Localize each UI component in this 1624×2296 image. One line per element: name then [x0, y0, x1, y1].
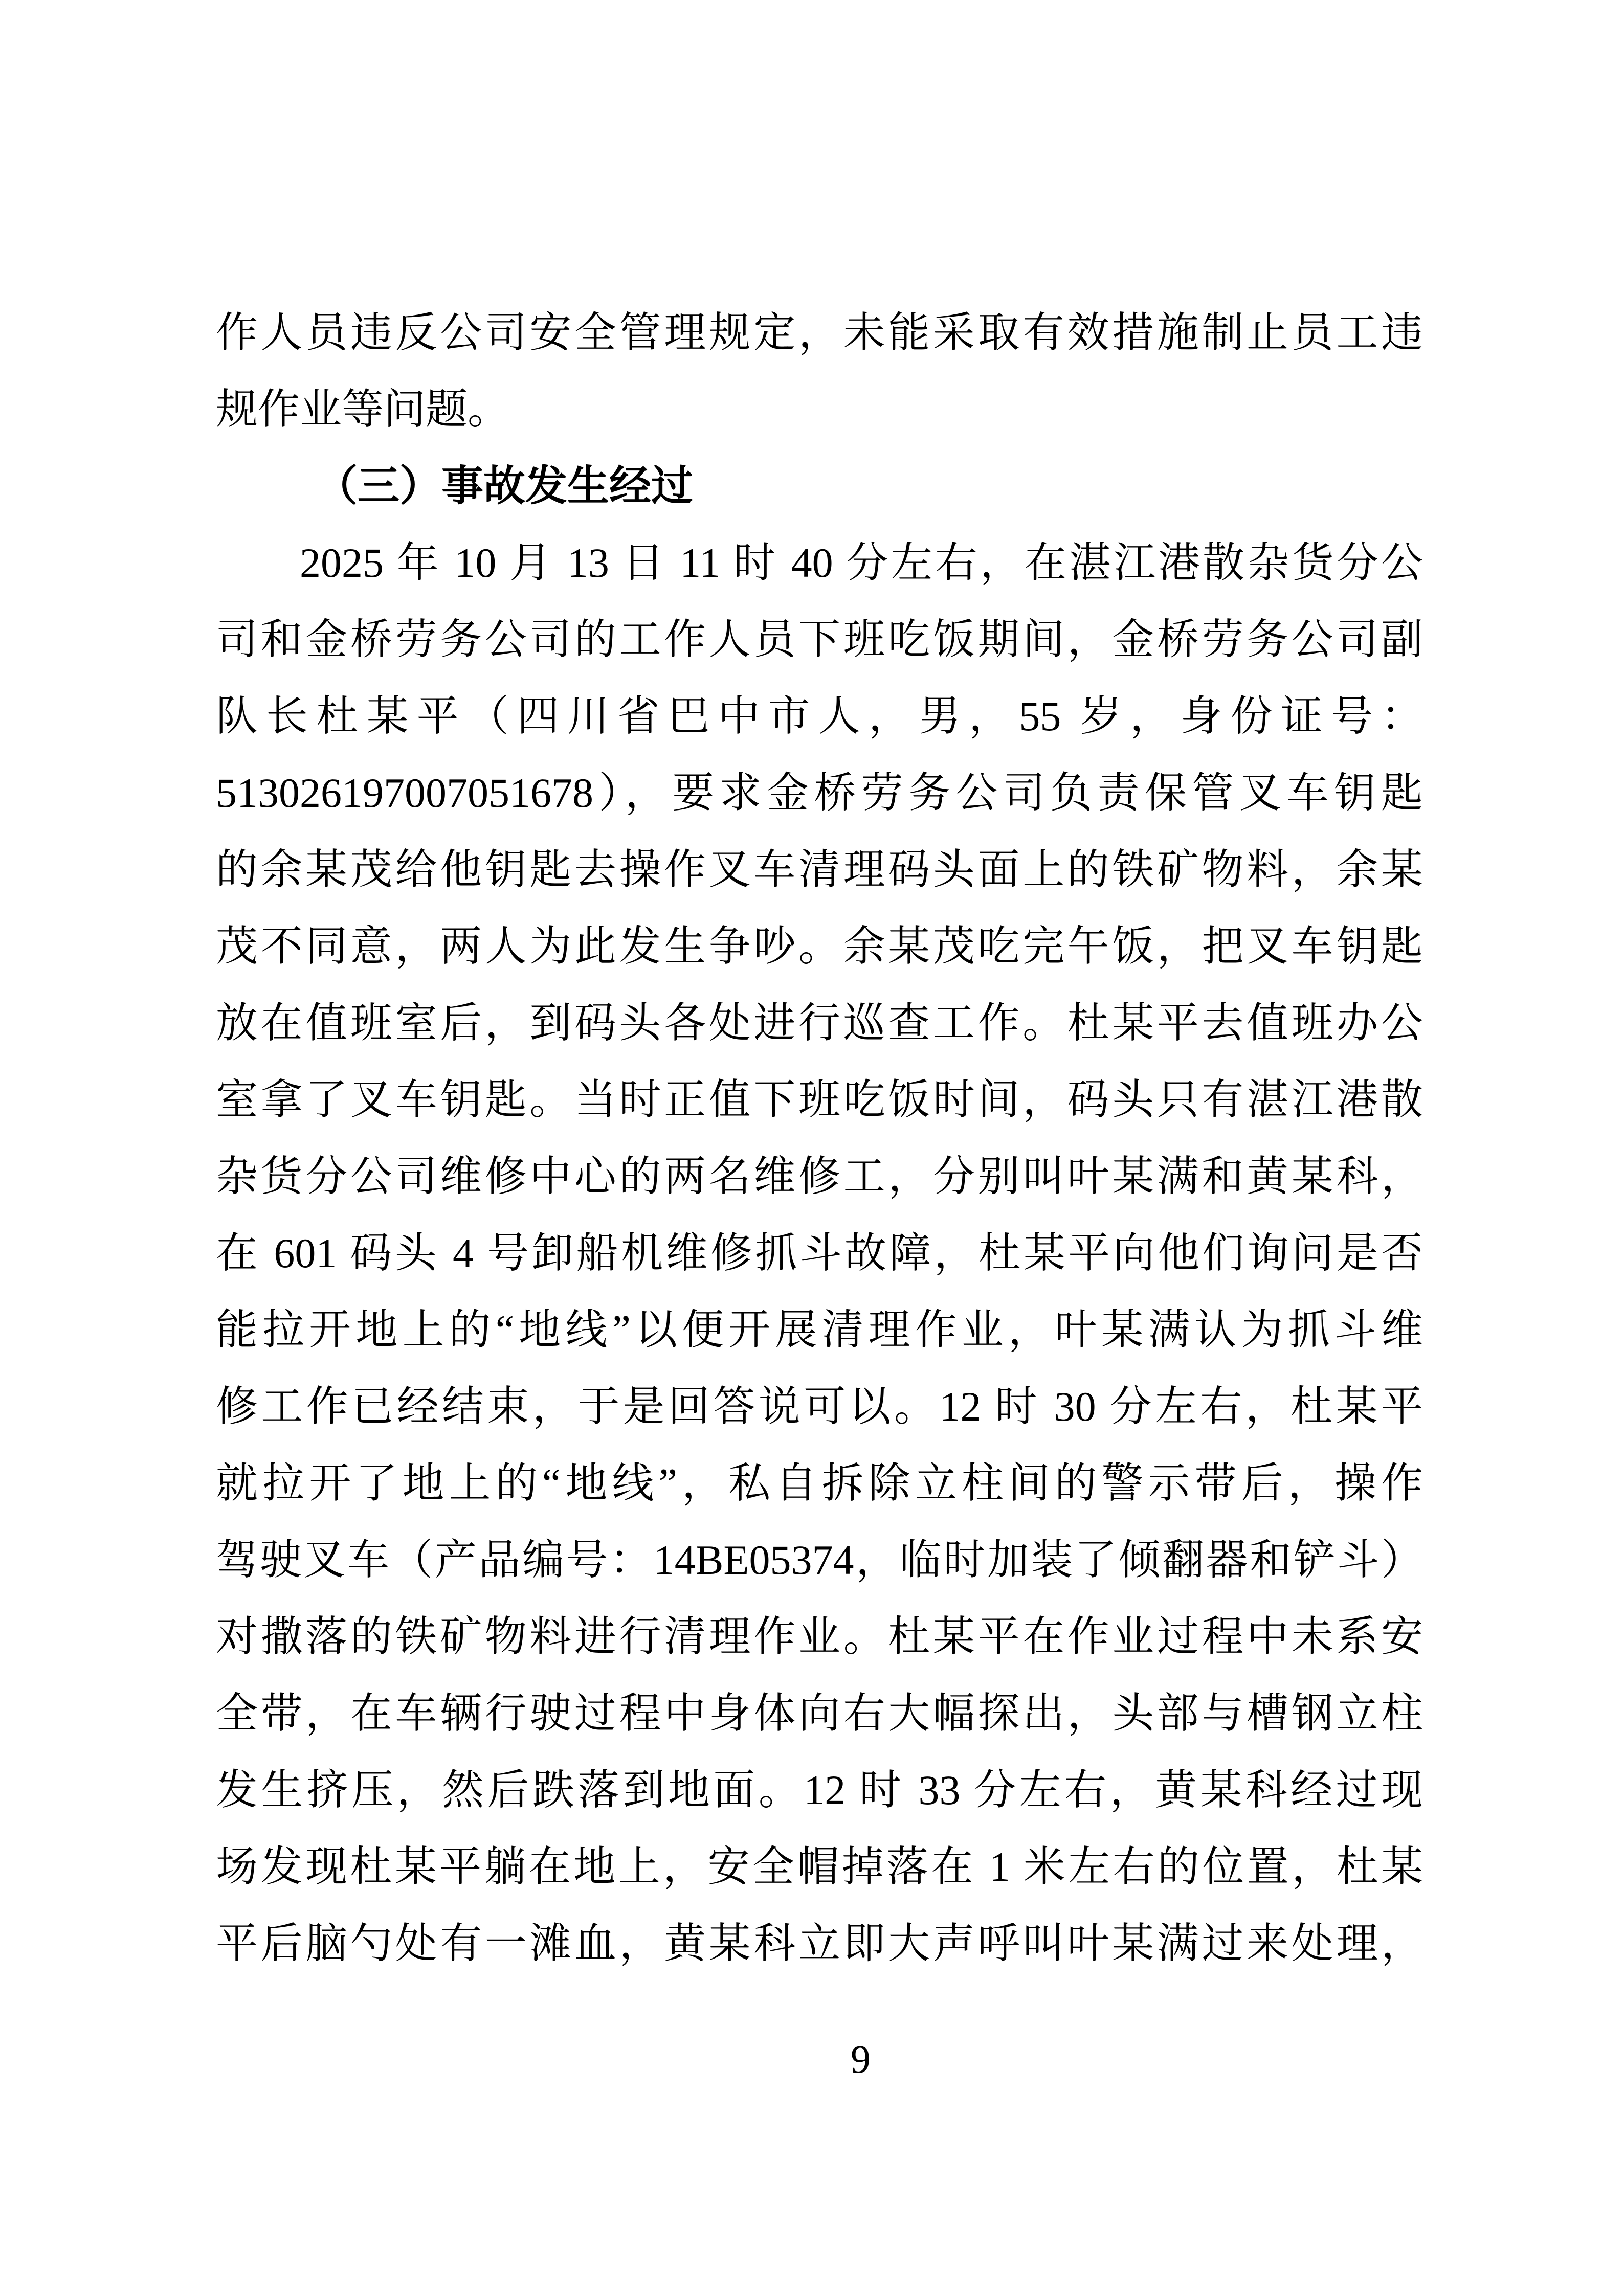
body-text-line: 茂不同意，两人为此发生争吵。余某茂吃完午饭，把叉车钥匙	[216, 923, 1423, 970]
body-text-line: 场发现杜某平躺在地上，安全帽掉落在 1 米左右的位置，杜某	[216, 1843, 1423, 1890]
body-text-line: 在 601 码头 4 号卸船机维修抓斗故障，杜某平向他们询问是否	[216, 1230, 1423, 1276]
page-number: 9	[851, 2037, 871, 2081]
body-text-line: 就拉开了地上的“地线”，私自拆除立柱间的警示带后，操作	[216, 1460, 1423, 1506]
body-text-line: 作人员违反公司安全管理规定，未能采取有效措施制止员工违	[216, 309, 1423, 356]
body-text-line: 杂货分公司维修中心的两名维修工，分别叫叶某满和黄某科，	[216, 1153, 1423, 1200]
body-text-line: 规作业等问题。	[216, 386, 510, 433]
body-text-line: 驾驶叉车（产品编号：14BE05374，临时加装了倾翻器和铲斗）	[216, 1537, 1423, 1583]
body-text-line: 室拿了叉车钥匙。当时正值下班吃饭时间，码头只有湛江港散	[216, 1076, 1423, 1123]
body-text-line: 全带，在车辆行驶过程中身体向右大幅探出，头部与槽钢立柱	[216, 1690, 1423, 1737]
body-text-line: 513026197007051678），要求金桥劳务公司负责保管叉车钥匙	[216, 770, 1423, 816]
body-text-line: 的余某茂给他钥匙去操作叉车清理码头面上的铁矿物料，余某	[216, 846, 1423, 893]
section-heading: （三）事故发生经过	[316, 463, 694, 509]
body-text-line: 队长杜某平（四川省巴中市人，男，55 岁，身份证号：	[216, 693, 1423, 739]
body-text-line: 2025 年 10 月 13 日 11 时 40 分左右，在湛江港散杂货分公	[300, 539, 1423, 586]
body-text-line: 发生挤压，然后跌落到地面。12 时 33 分左右，黄某科经过现	[216, 1767, 1423, 1813]
body-text-line: 修工作已经结束，于是回答说可以。12 时 30 分左右，杜某平	[216, 1383, 1423, 1430]
body-text-line: 能拉开地上的“地线”以便开展清理作业，叶某满认为抓斗维	[216, 1307, 1423, 1353]
body-text	[216, 295, 1423, 1982]
body-text-line: 放在值班室后，到码头各处进行巡查工作。杜某平去值班办公	[216, 1000, 1423, 1046]
body-text-line: 对撒落的铁矿物料进行清理作业。杜某平在作业过程中未系安	[216, 1613, 1423, 1660]
body-text-line: 平后脑勺处有一滩血，黄某科立即大声呼叫叶某满过来处理，	[216, 1920, 1423, 1967]
body-text-line: 司和金桥劳务公司的工作人员下班吃饭期间，金桥劳务公司副	[216, 616, 1423, 663]
